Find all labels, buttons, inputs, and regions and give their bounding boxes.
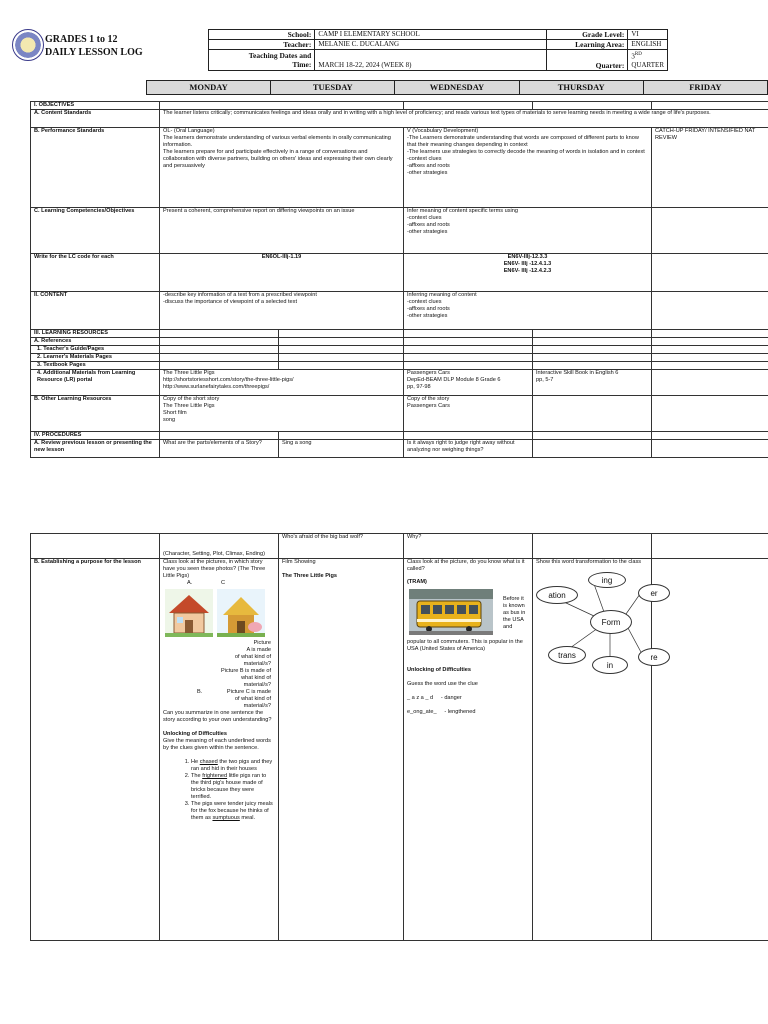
competencies-wed: Infer meaning of content specific terms using -context clues -affixes and roots -other strategies <box>404 208 652 254</box>
additional-materials-label: 4. Additional Materials from Learning Resource (LR) portal <box>31 370 160 396</box>
competencies-label: C. Learning Competencies/Objectives <box>31 208 160 254</box>
lc-code-mon: EN6OL-IIIj-1.19 <box>160 254 404 292</box>
grade-value: VI <box>628 30 668 40</box>
word-web-node-er: er <box>638 584 670 602</box>
lesson-log-table <box>30 101 768 458</box>
review-tue-continued: Who's afraid of the big bad wolf? <box>279 534 404 559</box>
dates-value: MARCH 18-22, 2024 (WEEK 8) <box>315 50 546 71</box>
stick-house-picture <box>217 589 265 637</box>
performance-mon: OL- (Oral Language) The learners demonstrate understanding of various verbal elements in orally communicating information. The learners prepare for and participate effectively in a range of conversations and collaboration with diverse partners, building on others' ideas and expressing their own clearly and persuasively <box>160 128 404 208</box>
lesson-log-table-continued <box>30 533 768 941</box>
other-resources-label: B. Other Learning Resources <box>31 396 160 432</box>
weekday-header <box>146 80 768 95</box>
day-wednesday: WEDNESDAY <box>395 81 519 95</box>
other-mon: Copy of the short story The Three Little Pigs Short film song <box>160 396 404 432</box>
day-thursday: THURSDAY <box>519 81 643 95</box>
difficulty-item-3: 3. The pigs were tender juicy meals for the fox because he thinks of them as sumptuous meal. <box>191 801 275 822</box>
header-info-table <box>208 29 668 71</box>
other-wed: Copy of the story Passengers Cars <box>404 396 533 432</box>
learners-materials-label: 2. Learner's Materials Pages <box>31 354 160 362</box>
word-web-center: Form <box>590 610 632 634</box>
review-wed-continued: Why? <box>404 534 533 559</box>
content-standards-text: The learner listens critically; communicates feelings and ideas orally and in writing with a high level of proficiency; and reads various text types of materials to serve learning needs in meeting a wide range of life's purposes. <box>160 110 768 128</box>
page-title: GRADES 1 to 12 DAILY LESSON LOG <box>45 34 143 58</box>
additional-wed: Passengers Cars DepEd-BEAM DLP Module 8 Grade 6 pp, 97-98 <box>404 370 533 396</box>
dates-label: Teaching Dates and Time: <box>209 50 315 71</box>
clue-2: e_ong_ate_ - lengthened <box>407 709 476 715</box>
day-tuesday: TUESDAY <box>271 81 395 95</box>
additional-mon: The Three Little Pigs http://shortstoriesshort.com/story/the-three-little-pigs/ http://www.surlanefairytales.com/threepigs/ <box>160 370 404 396</box>
straw-house-picture <box>165 589 213 637</box>
school-label: School: <box>209 30 315 40</box>
word-web-node-in: in <box>592 656 628 674</box>
review-mon-continued: (Character, Setting, Plot, Climax, Ending) <box>160 534 279 559</box>
area-label: Learning Area: <box>546 40 628 50</box>
lc-code-wed: EN6V-IIIj-12.3.3 EN6V- IIIj -12.4.1.3 EN6V- IIIj -12.4.2.3 <box>404 254 652 292</box>
difficulty-item-1: 1. He chased the two pigs and they ran and hid in their houses <box>191 759 275 773</box>
deped-seal-logo <box>12 29 44 61</box>
area-value: ENGLISH <box>628 40 668 50</box>
teacher-label: Teacher: <box>209 40 315 50</box>
textbook-label: 3. Textbook Pages <box>31 362 160 370</box>
content-wed: Inferring meaning of content -context clues -affixes and roots -other strategies <box>404 292 652 330</box>
review-label: A. Review previous lesson or presenting the new lesson <box>31 440 160 458</box>
quarter-label: Quarter: <box>546 50 628 71</box>
content-mon: -describe key information of a text from a prescribed viewpoint -discuss the importance of viewpoint of a selected text <box>160 292 404 330</box>
references-label: A. References <box>31 338 160 346</box>
procedures-heading: IV. PROCEDURES <box>31 432 160 440</box>
quarter-value: 3RD QUARTER <box>628 50 668 71</box>
content-standards-label: A. Content Standards <box>31 110 160 128</box>
purpose-label: B. Establishing a purpose for the lesson <box>31 559 160 941</box>
day-monday: MONDAY <box>147 81 271 95</box>
additional-thu: Interactive Skill Book in English 6 pp, 5-7 <box>533 370 652 396</box>
objectives-heading: I. OBJECTIVES <box>31 102 160 110</box>
purpose-tue: Film Showing The Three Little Pigs <box>279 559 404 941</box>
word-web-node-trans: trans <box>548 646 586 664</box>
word-web-diagram <box>536 566 658 696</box>
teachers-guide-label: 1. Teacher's Guide/Pages <box>31 346 160 354</box>
difficulty-item-2: 2. The frightened little pigs ran to the third pig's house made of bricks because they were terrified. <box>191 773 275 801</box>
performance-standards-label: B. Performance Standards <box>31 128 160 208</box>
performance-wed: V (Vocabulary Development) -The Learners demonstrate understanding that words are composed of different parts to know that their meaning changes depending in context -The learners use strategies to correctly decode the meaning of words in isolation and in context -context clues -affixes and roots -other strategies <box>404 128 652 208</box>
performance-fri: CATCH-UP FRIDAY/ INTENSIFIED NAT REVIEW <box>652 128 768 208</box>
review-wed: Is it always right to judge right away without analyzing nor weighing things? <box>404 440 533 458</box>
day-friday: FRIDAY <box>643 81 767 95</box>
content-label: II. CONTENT <box>31 292 160 330</box>
word-web-node-ation: ation <box>536 586 578 604</box>
grade-label: Grade Level: <box>546 30 628 40</box>
word-web-node-re: re <box>638 648 670 666</box>
purpose-thu: Show this word transformation to the class Form ing ation er trans re in <box>533 559 652 941</box>
school-value: CAMP I ELEMENTARY SCHOOL <box>315 30 546 40</box>
teacher-value: MELANIE C. DUCALANG <box>315 40 546 50</box>
tram-picture <box>409 589 493 635</box>
clue-1: _ a z a _ d - danger <box>407 695 462 701</box>
resources-heading: III. LEARNING RESOURCES <box>31 330 160 338</box>
competencies-mon: Present a coherent, comprehensive report on differing viewpoints on an issue <box>160 208 404 254</box>
review-tue: Sing a song <box>279 440 404 458</box>
purpose-mon: Class look at the pictures, in which story have you seen these photos? (The Three Little Pigs) A. C Picture A is made of what kind of material/s? Picture B is made of what kind of material/s? B. Picture C is made of what kind of material/s? Can you summarize in one sentence the story according to your own understanding? Unlocking of Difficulties Give the meaning of each underlined words by the clues given within the sentence. 1. He chased the two pigs and they ran and hid in their houses 2. The frightened little pigs ran to the third pig's house made of bricks because they were terrified. 3. The pigs were tender juicy meals for the fox because he thinks of them as sumptuous meal. <box>160 559 279 941</box>
review-mon: What are the parts/elements of a Story? <box>160 440 279 458</box>
purpose-wed: Class look at the picture, do you know what is it called? (TRAM) Before it is known as bus in the USA and popular to all commuters. This is popular in the USA (United States of America) Unlocking of Difficulties Guess the word use the clue _ a z a _ d - danger e_ong_ate_ - lengthened <box>404 559 533 941</box>
word-web-node-ing: ing <box>588 572 626 588</box>
lc-code-label: Write for the LC code for each <box>31 254 160 292</box>
